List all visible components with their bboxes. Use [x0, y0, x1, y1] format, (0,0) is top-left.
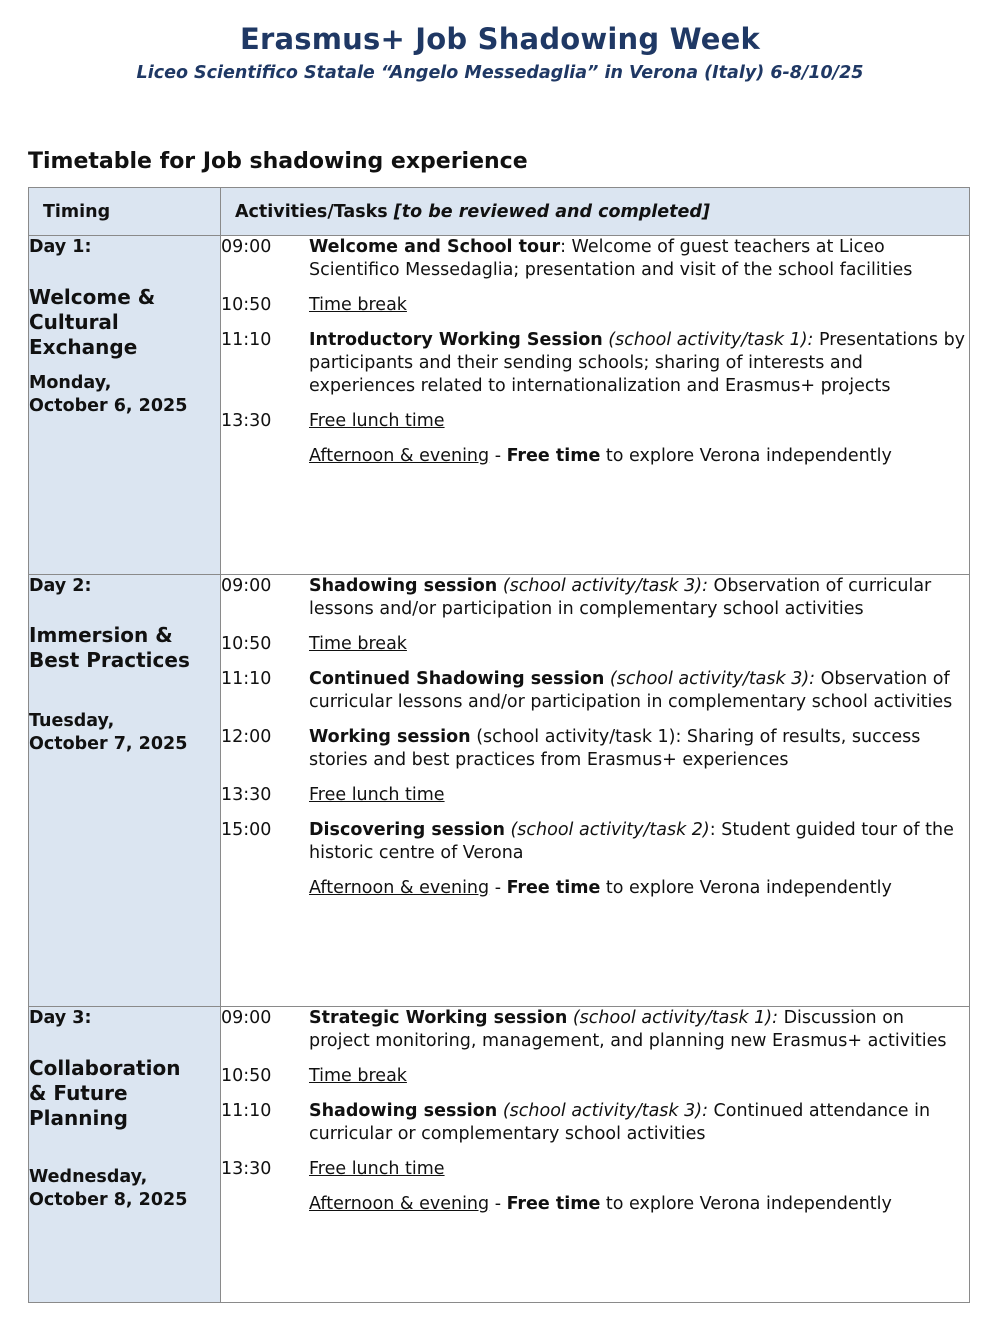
day-label: Day 3:	[29, 1008, 92, 1028]
activity-break-label: Time break	[309, 1066, 407, 1086]
day-label: Day 1:	[29, 237, 92, 257]
free-time-text: to explore Verona independently	[600, 878, 892, 898]
free-time-text: to explore Verona independently	[600, 1194, 892, 1214]
free-time-note	[221, 1193, 969, 1216]
free-time-text: to explore Verona independently	[600, 446, 892, 466]
activity-text: Continued attendance in curricular or complementary school activities	[309, 1101, 936, 1144]
day-date-line: October 8, 2025	[29, 1190, 188, 1210]
day-timing-cell	[29, 1007, 221, 1303]
activity-description	[309, 633, 969, 656]
day-theme-line: Planning	[29, 1106, 128, 1130]
day-label: Day 2:	[29, 576, 92, 596]
day-theme-line: Collaboration	[29, 1056, 181, 1080]
activity-text: (school activity/task 1): Sharing of results, success stories and best practices from Erasmus+ experiences	[309, 727, 926, 770]
day-date	[29, 1166, 220, 1212]
activity-text: Observation of curricular lessons and/or participation in complementary school activities	[309, 576, 937, 619]
day-date-line: October 6, 2025	[29, 396, 188, 416]
activity-item	[221, 1065, 969, 1088]
day-theme	[29, 285, 220, 360]
day-date-line: Monday,	[29, 373, 112, 393]
day-row	[29, 1007, 970, 1303]
activity-task-ref: (school activity/task 1):	[602, 330, 814, 350]
activity-description	[309, 784, 969, 807]
activity-description	[309, 1100, 969, 1146]
timetable-header-row	[29, 188, 970, 236]
activity-description	[309, 668, 969, 714]
activity-task-ref: (school activity/task 3):	[497, 1101, 708, 1121]
activity-title: Continued Shadowing session	[309, 669, 605, 689]
activity-time: 10:50	[221, 1066, 272, 1086]
activity-time: 13:30	[221, 1159, 272, 1179]
activity-break-label: Free lunch time	[309, 785, 445, 805]
activity-text: : Student guided tour of the historic centre of Verona	[309, 820, 960, 863]
activity-item	[221, 1158, 969, 1181]
day-activities-cell	[221, 236, 970, 575]
activity-title: Welcome and School tour	[309, 237, 561, 257]
header-activities-note: [to be reviewed and completed]	[393, 201, 710, 222]
header-activities	[221, 188, 970, 236]
activity-time: 11:10	[221, 669, 272, 689]
activity-item	[221, 819, 969, 865]
free-time-separator: -	[489, 878, 507, 898]
activity-title: Working session	[309, 727, 471, 747]
day-date	[29, 372, 220, 418]
activity-break-label: Time break	[309, 295, 407, 315]
free-time-label: Afternoon & evening	[309, 878, 490, 898]
activity-item	[221, 410, 969, 433]
activity-description	[309, 819, 969, 865]
day-theme	[29, 623, 220, 673]
free-time-label: Afternoon & evening	[309, 1194, 490, 1214]
activity-task-ref: (school activity/task 3):	[497, 576, 708, 596]
activity-item	[221, 294, 969, 317]
day-activities-cell	[221, 1007, 970, 1303]
activity-title: Discovering session	[309, 820, 505, 840]
free-time-separator: -	[489, 446, 507, 466]
activity-title: Shadowing session	[309, 576, 498, 596]
day-date-line: Wednesday,	[29, 1167, 148, 1187]
day-theme-line: Best Practices	[29, 648, 190, 672]
activity-task-ref: (school activity/task 3):	[604, 669, 816, 689]
day-theme-line: & Future	[29, 1081, 128, 1105]
activity-item	[221, 784, 969, 807]
free-time-bold: Free time	[506, 1194, 601, 1214]
activity-description	[309, 294, 969, 317]
activity-title-colon: :	[560, 237, 566, 257]
activity-text: Presentations by participants and their sending schools; sharing of interests and experiences related to internationalization and Erasmus+ projects	[309, 330, 971, 396]
activity-item	[221, 668, 969, 714]
activity-item	[221, 575, 969, 621]
header-activities-label: Activities/Tasks	[235, 201, 388, 222]
day-timing-cell	[29, 236, 221, 575]
day-theme-line: Immersion &	[29, 623, 173, 647]
activity-time: 15:00	[221, 820, 272, 840]
activity-description	[309, 236, 969, 282]
day-date-line: Tuesday,	[29, 711, 115, 731]
page-subtitle: Liceo Scientifico Statale “Angelo Messedaglia” in Verona (Italy) 6-8/10/25	[136, 63, 864, 83]
activity-text: Observation of curricular lessons and/or participation in complementary school activities	[309, 669, 956, 712]
activity-item	[221, 726, 969, 772]
activity-time: 11:10	[221, 330, 272, 350]
day-activities-cell	[221, 575, 970, 1007]
timetable	[28, 187, 970, 1303]
day-row	[29, 236, 970, 575]
activity-time: 13:30	[221, 785, 272, 805]
day-theme	[29, 1056, 220, 1131]
activity-task-ref: (school activity/task 1):	[567, 1008, 778, 1028]
activity-text: Welcome of guest teachers at Liceo Scientifico Messedaglia; presentation and visit of the school facilities	[309, 237, 913, 280]
activity-description	[309, 410, 969, 433]
activity-break-label: Free lunch time	[309, 411, 445, 431]
activity-description	[309, 1007, 969, 1053]
activity-time: 10:50	[221, 295, 272, 315]
day-theme-line: Cultural	[29, 310, 119, 334]
free-time-note	[221, 877, 969, 900]
day-date-line: October 7, 2025	[29, 734, 188, 754]
activity-time: 09:00	[221, 576, 272, 596]
activity-text: Discussion on project monitoring, management, and planning new Erasmus+ activities	[309, 1008, 947, 1051]
activity-task-ref: (school activity/task 2)	[504, 820, 710, 840]
day-row	[29, 575, 970, 1007]
activity-title: Shadowing session	[309, 1101, 498, 1121]
activity-time: 09:00	[221, 1008, 272, 1028]
activity-time: 12:00	[221, 727, 272, 747]
day-theme-line: Welcome &	[29, 285, 156, 309]
activity-description	[309, 726, 969, 772]
activity-item	[221, 236, 969, 282]
day-date	[29, 710, 220, 756]
page-title: Erasmus+ Job Shadowing Week	[239, 22, 761, 56]
free-time-bold: Free time	[506, 446, 601, 466]
activity-time: 09:00	[221, 237, 272, 257]
activity-item	[221, 1007, 969, 1053]
activity-item	[221, 329, 969, 398]
activity-description	[309, 575, 969, 621]
activity-description	[309, 329, 969, 398]
activity-time: 13:30	[221, 411, 272, 431]
activity-item	[221, 633, 969, 656]
activity-title: Strategic Working session	[309, 1008, 568, 1028]
activity-description	[309, 1065, 969, 1088]
free-time-bold: Free time	[506, 878, 601, 898]
activity-time: 10:50	[221, 634, 272, 654]
day-timing-cell	[29, 575, 221, 1007]
activity-description	[309, 1158, 969, 1181]
free-time-label: Afternoon & evening	[309, 446, 490, 466]
activity-time: 11:10	[221, 1101, 272, 1121]
free-time-separator: -	[489, 1194, 507, 1214]
day-theme-line: Exchange	[29, 335, 138, 359]
activity-break-label: Free lunch time	[309, 1159, 445, 1179]
activity-item	[221, 1100, 969, 1146]
activity-break-label: Time break	[309, 634, 407, 654]
section-heading: Timetable for Job shadowing experience	[28, 149, 528, 174]
activity-title: Introductory Working Session	[309, 330, 603, 350]
free-time-note	[221, 445, 969, 468]
header-timing: Timing	[29, 188, 221, 236]
